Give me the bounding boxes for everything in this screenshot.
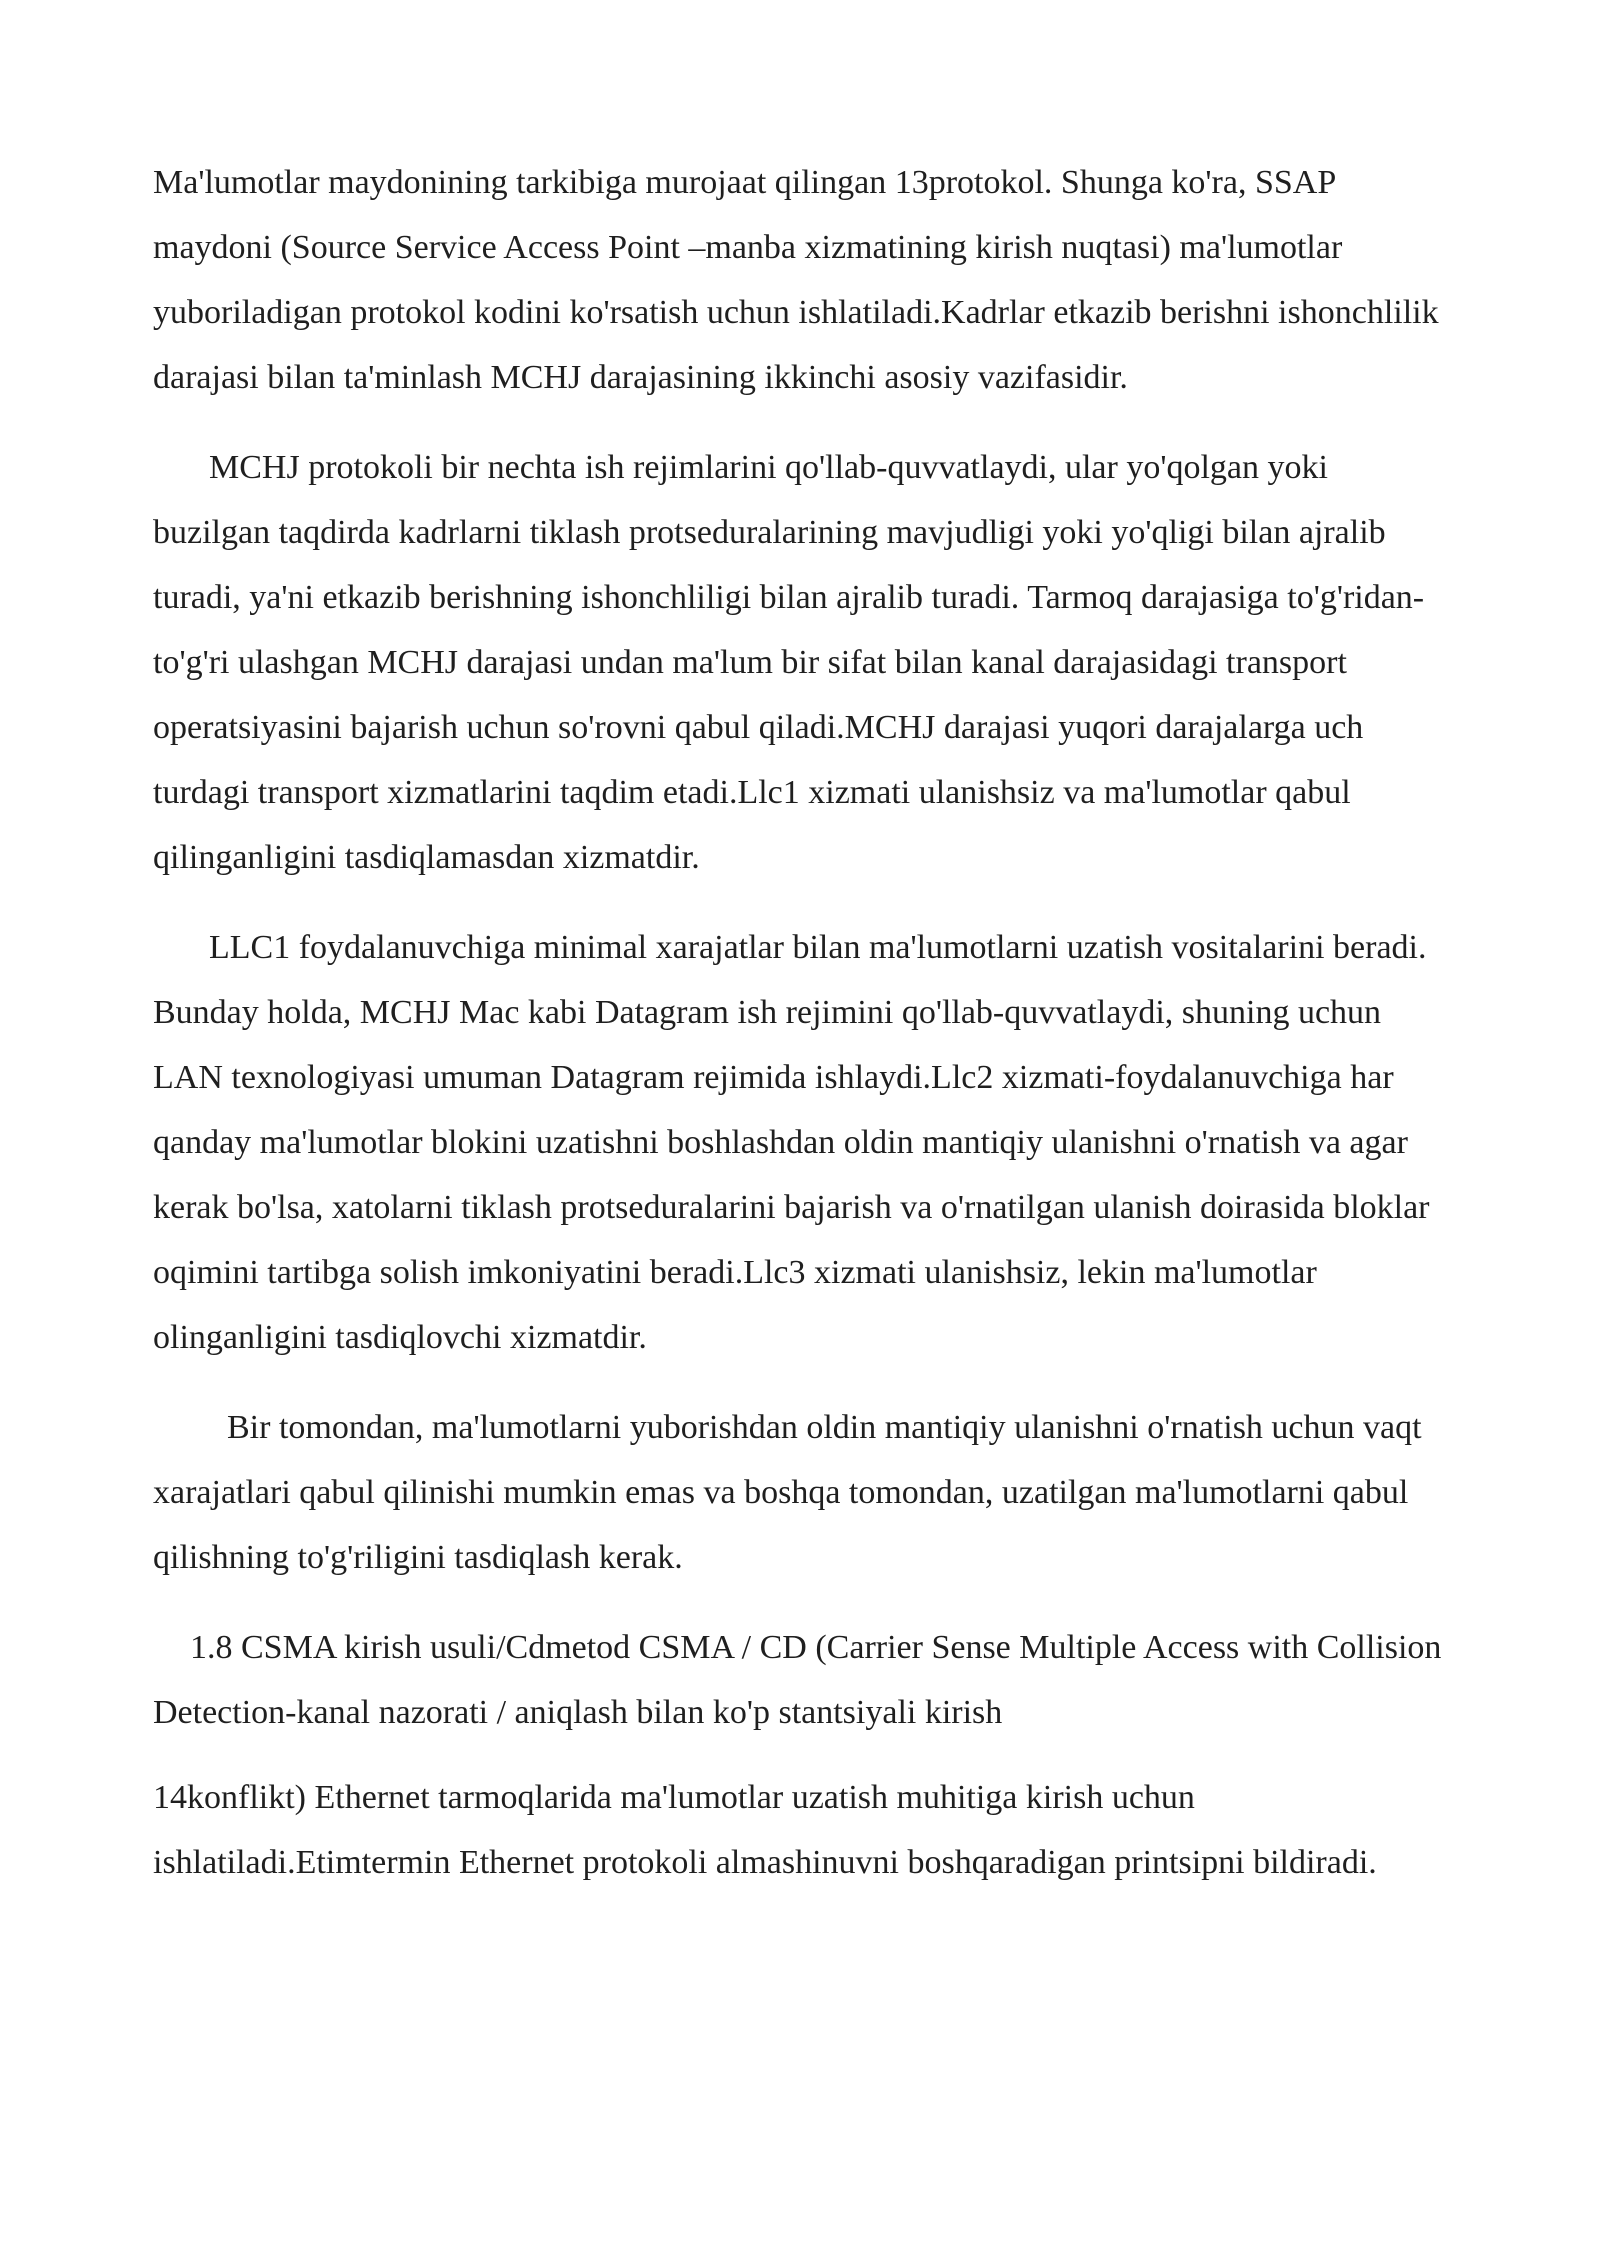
paragraph-ethernet-access: 14konflikt) Ethernet tarmoqlarida ma'lumotlar uzatish muhitiga kirish uchun ishlatiladi.Etimtermin Ethernet protokoli almashinuvni boshqaradigan printsipni bildiradi. xyxy=(153,1779,1377,1881)
paragraph-tradeoff: Bir tomondan, ma'lumotlarni yuborishdan oldin mantiqiy ulanishni o'rnatish uchun vaqt xarajatlari qabul qilinishi mumkin emas va boshqa tomondan, uzatilgan ma'lumotlarni qabul qilishning to'g'riligini tasdiqlash kerak. xyxy=(153,1409,1422,1576)
paragraph-ssap-field: Ma'lumotlar maydonining tarkibiga murojaat qilingan 13protokol. Shunga ko'ra, SSAP maydoni (Source Service Access Point –manba xizmatining kirish nuqtasi) ma'lumotlar yuboriladigan protokol kodini ko'rsatish uchun ishlatiladi.Kadrlar etkazib berishni ishonchlilik darajasi bilan ta'minlash MCHJ darajasining ikkinchi asosiy vazifasidir. xyxy=(153,164,1439,396)
section-heading-csma-cd: 1.8 CSMA kirish usuli/Cdmetod CSMA / CD (Carrier Sense Multiple Access with Collision Detection-kanal nazorati / aniqlash bilan ko'p stantsiyali kirish xyxy=(153,1629,1442,1731)
document-body xyxy=(153,150,1453,1895)
paragraph-mchj-modes: MCHJ protokoli bir nechta ish rejimlarini qo'llab-quvvatlaydi, ular yo'qolgan yoki buzilgan taqdirda kadrlarni tiklash protseduralarining mavjudligi yoki yo'qligi bilan ajralib turadi, ya'ni etkazib berishning ishonchliligi bilan ajralib turadi. Tarmoq darajasiga to'g'ridan-to'g'ri ulashgan MCHJ darajasi undan ma'lum bir sifat bilan kanal darajasidagi transport operatsiyasini bajarish uchun so'rovni qabul qiladi.MCHJ darajasi yuqori darajalarga uch turdagi transport xizmatlarini taqdim etadi.Llc1 xizmati ulanishsiz va ma'lumotlar qabul qilinganligini tasdiqlamasdan xizmatdir. xyxy=(153,449,1425,876)
paragraph-llc-services: LLC1 foydalanuvchiga minimal xarajatlar bilan ma'lumotlarni uzatish vositalarini beradi. Bunday holda, MCHJ Mac kabi Datagram ish rejimini qo'llab-quvvatlaydi, shuning uchun LAN texnologiyasi umuman Datagram rejimida ishlaydi.Llc2 xizmati-foydalanuvchiga har qanday ma'lumotlar blokini uzatishni boshlashdan oldin mantiqiy ulanishni o'rnatish va agar kerak bo'lsa, xatolarni tiklash protseduralarini bajarish va o'rnatilgan ulanish doirasida bloklar oqimini tartibga solish imkoniyatini beradi.Llc3 xizmati ulanishsiz, lekin ma'lumotlar olinganligini tasdiqlovchi xizmatdir. xyxy=(153,929,1430,1356)
